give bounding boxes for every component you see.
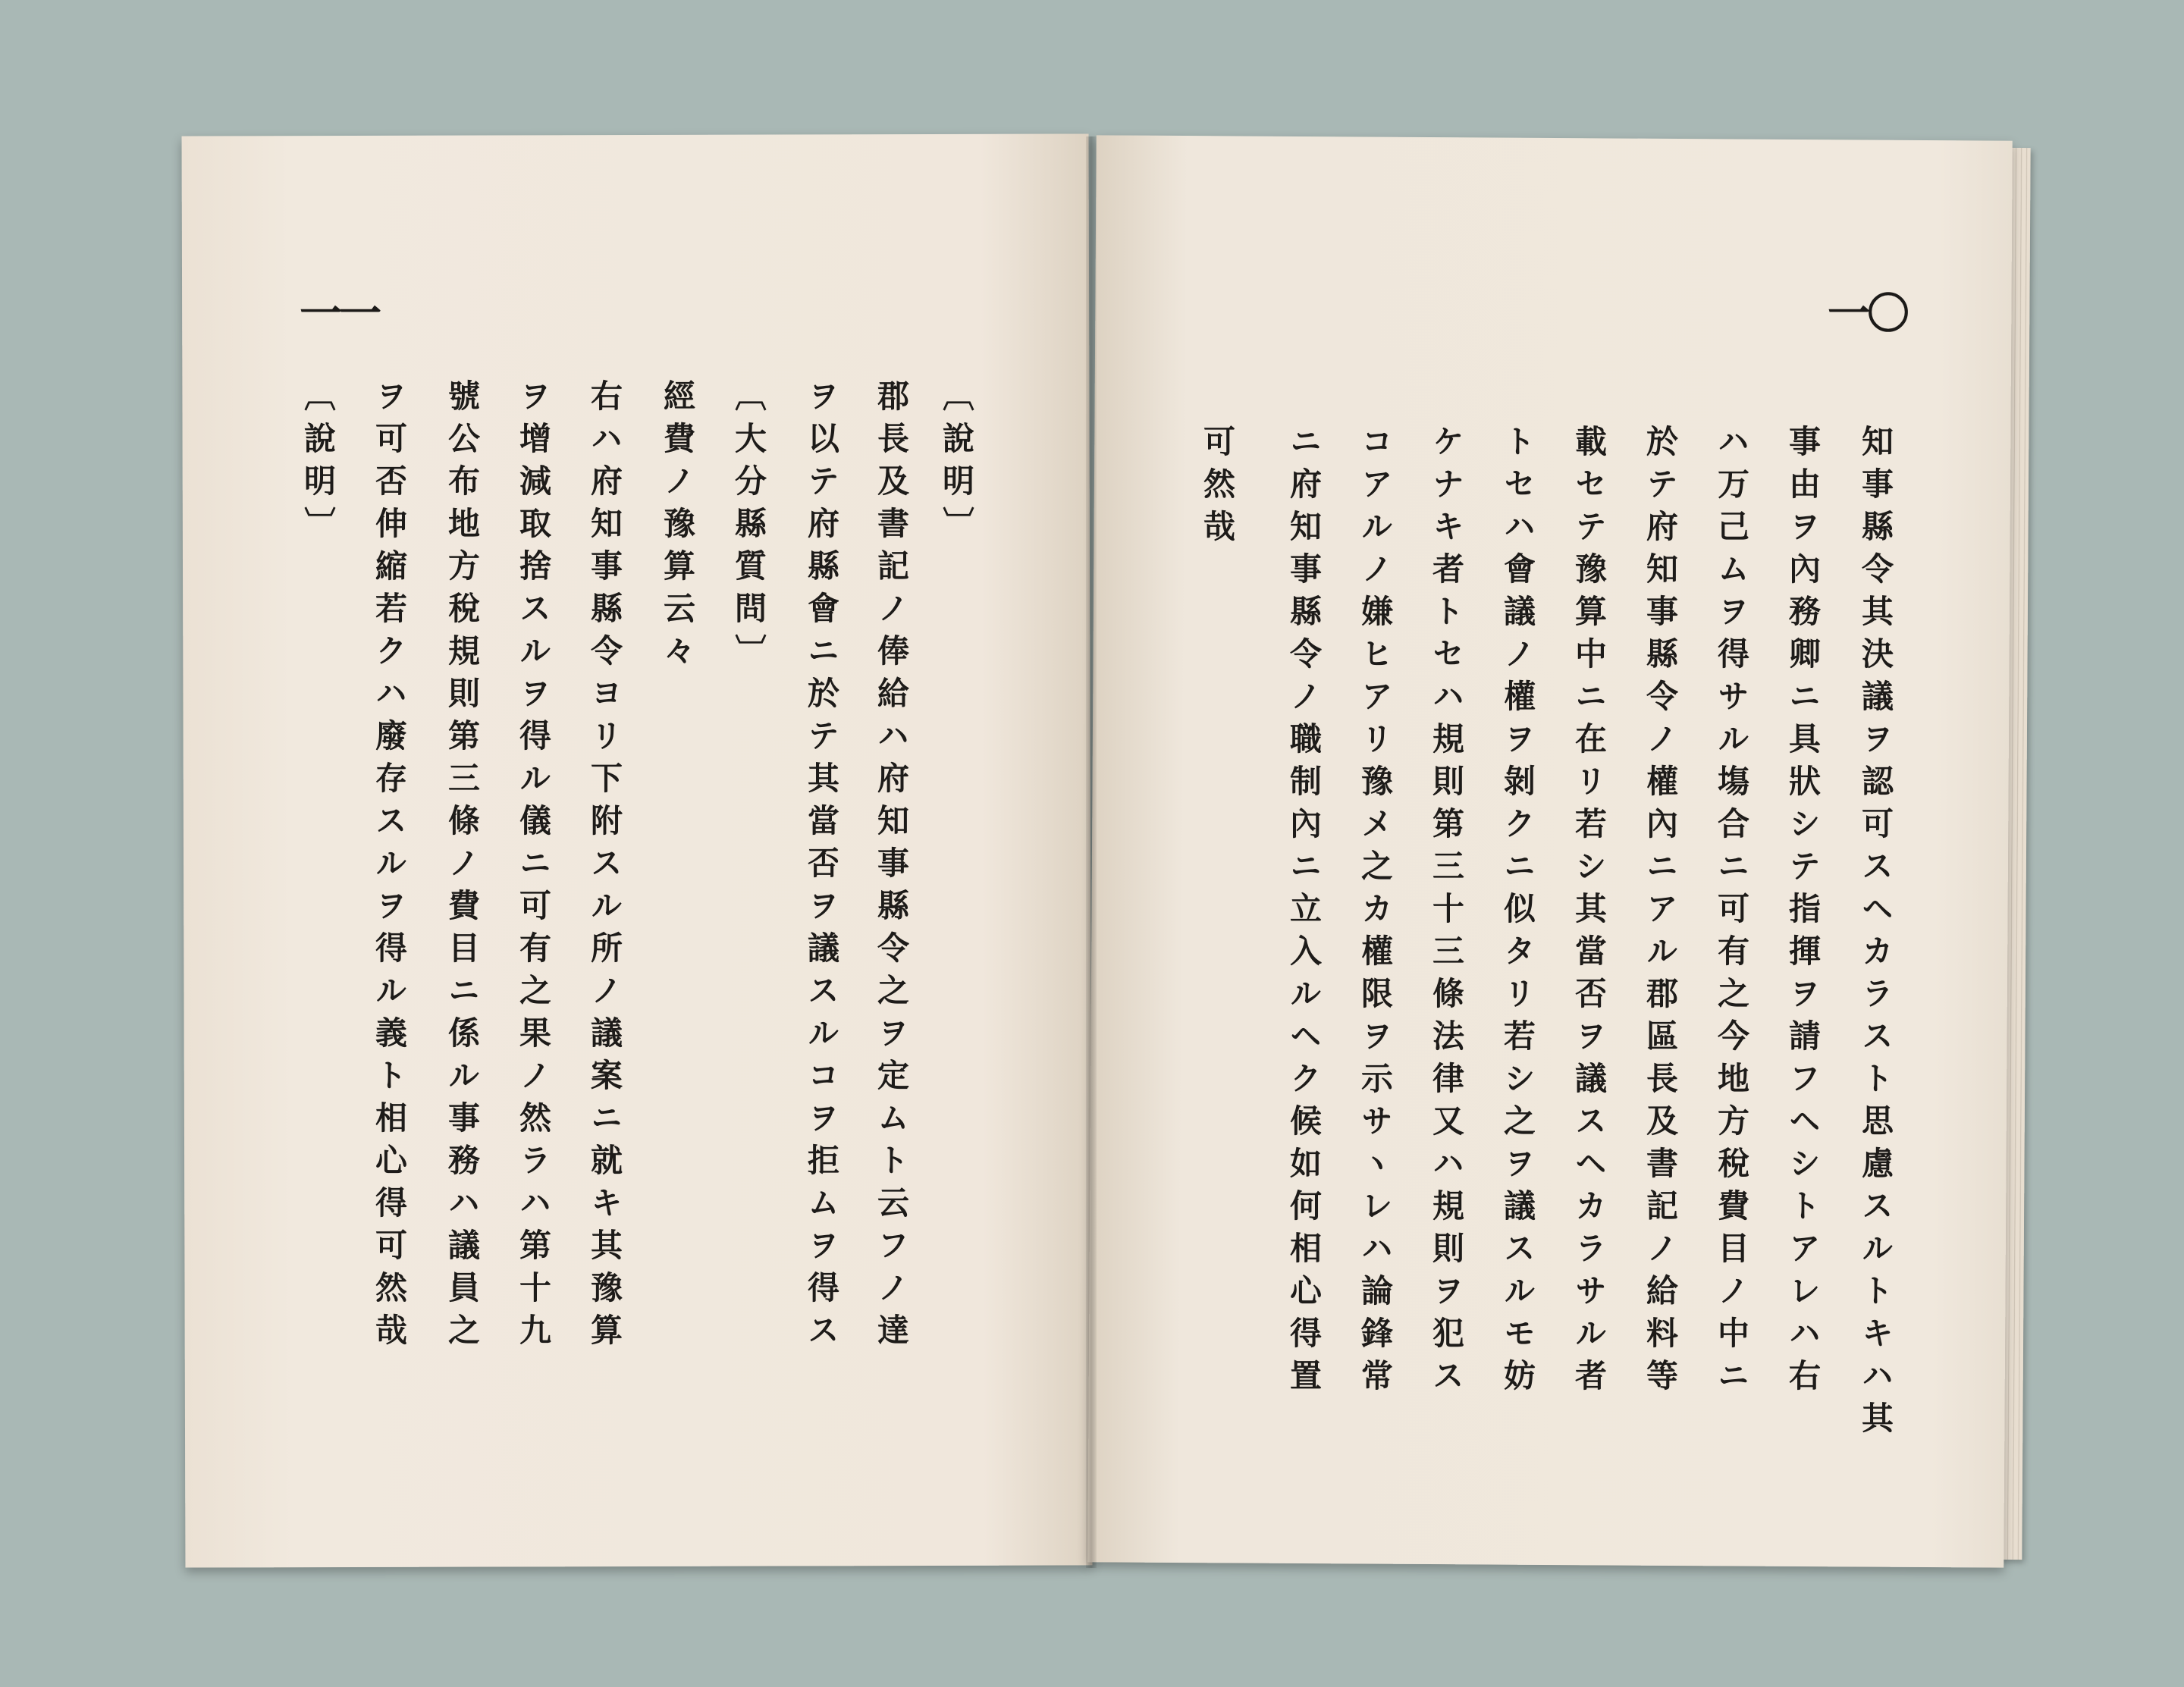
right-column-5: 載セテ豫算中ニ在リ若シ其當否ヲ議スヘカラサル者 <box>1571 425 1608 1401</box>
left-column-4: 〔大分縣質問〕 <box>730 379 767 676</box>
right-column-3: ハ万己ムヲ得サル塲合ニ可有之今地方稅費目ノ中ニ <box>1713 425 1750 1401</box>
right-page-number: 一〇 <box>1828 289 1906 339</box>
left-page-number: 一一 <box>300 289 378 339</box>
left-column-10: 〔說明〕 <box>300 379 337 549</box>
right-column-9: ニ府知事縣令ノ職制內ニ立入ルヘク候如何相心得置 <box>1285 425 1323 1401</box>
right-column-10: 可然哉 <box>1199 425 1236 552</box>
left-column-8: 號公布地方稅規則第三條ノ費目ニ係ル事務ハ議員之 <box>444 379 481 1356</box>
left-column-3: ヲ以テ府縣會ニ於テ其當否ヲ議スルコヲ拒ムヲ得ス <box>803 379 840 1356</box>
left-page <box>182 133 1093 1567</box>
left-column-2: 郡長及書記ノ俸給ハ府知事縣令之ヲ定ムト云フノ達 <box>873 379 910 1356</box>
right-column-1: 知事縣令其決議ヲ認可スヘカラスト思慮スルトキハ其 <box>1857 425 1894 1444</box>
left-column-9: ヲ可否伸縮若クハ廢存スルヲ得ル義ト相心得可然哉 <box>371 379 408 1356</box>
right-column-7: ケナキ者トセハ規則第三十三條法律又ハ規則ヲ犯ス <box>1428 425 1465 1401</box>
left-column-5: 經費ノ豫算云々 <box>659 379 696 676</box>
left-column-6: 右ハ府知事縣令ヨリ下附スル所ノ議案ニ就キ其豫算 <box>586 379 623 1356</box>
right-column-6: トセハ會議ノ權ヲ剝クニ似タリ若シ之ヲ議スルモ妨 <box>1499 425 1536 1401</box>
right-column-4: 於テ府知事縣令ノ權內ニアル郡區長及書記ノ給料等 <box>1642 425 1679 1401</box>
left-column-7: ヲ增減取捨スルヲ得ル儀ニ可有之果ノ然ラハ第十九 <box>515 379 552 1356</box>
left-column-1: 〔說明〕 <box>938 379 975 549</box>
right-column-8: コアルノ嫌ヒアリ豫メ之カ權限ヲ示サヽレハ論鋒常 <box>1357 425 1394 1401</box>
right-column-2: 事由ヲ內務卿ニ具狀シテ指揮ヲ請フヘシトアレハ右 <box>1784 425 1822 1401</box>
book-gutter <box>1086 136 1097 1568</box>
